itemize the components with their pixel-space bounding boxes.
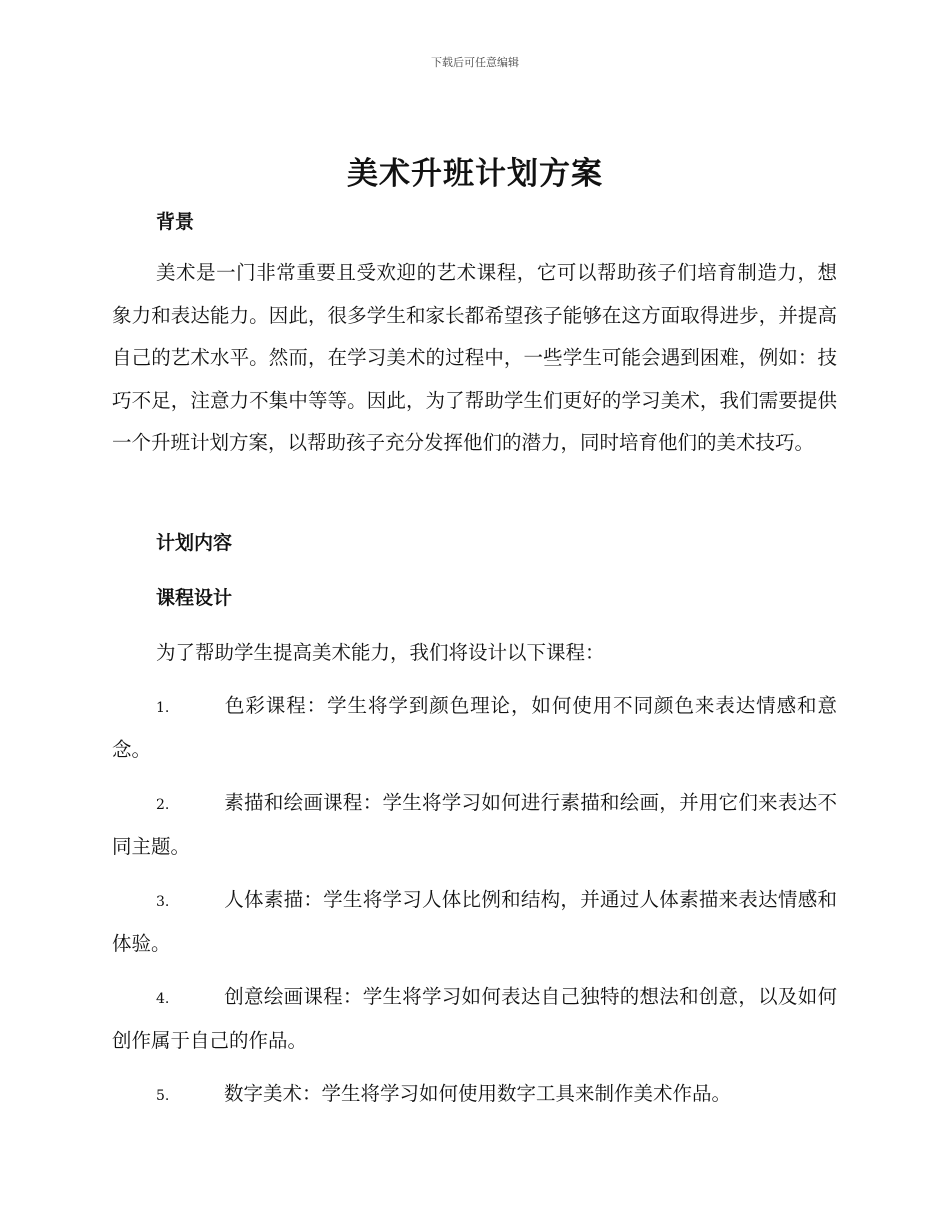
plan-heading: 计划内容 [156, 532, 233, 554]
list-item-text: 人体素描：学生将学习人体比例和结构，并通过人体素描来表达情感和体验。 [112, 888, 837, 955]
list-item [112, 782, 837, 868]
course-heading: 课程设计 [156, 587, 233, 609]
list-item-text: 色彩课程：学生将学到颜色理论，如何使用不同颜色来表达情感和意念。 [112, 694, 837, 761]
list-item-number: 2. [156, 797, 170, 813]
list-item-text: 素描和绘画课程：学生将学习如何进行素描和绘画，并用它们来表达不同主题。 [112, 791, 837, 858]
list-item-text: 数字美术：学生将学习如何使用数字工具来制作美术作品。 [224, 1082, 732, 1105]
list-item-number: 3. [156, 894, 170, 910]
list-item [112, 879, 837, 965]
list-item-number: 1. [156, 700, 170, 716]
document-title: 美术升班计划方案 [347, 156, 603, 192]
background-heading: 背景 [156, 211, 195, 233]
background-paragraph: 美术是一门非常重要且受欢迎的艺术课程，它可以帮助孩子们培育制造力，想象力和表达能力。因此，很多学生和家长都希望孩子能够在这方面取得进步，并提高自己的艺术水平。然而，在学习美术的过程中，一些学生可能会遇到困难，例如：技巧不足，注意力不集中等等。因此，为了帮助学生们更好的学习美术，我们需要提供一个升班计划方案，以帮助孩子充分发挥他们的潜力，同时培育他们的美术技巧。 [112, 261, 837, 454]
page-header-note: 下载后可任意编辑 [431, 56, 519, 69]
list-item [112, 976, 837, 1062]
list-item-number: 4. [156, 991, 170, 1007]
list-item-text: 创意绘画课程：学生将学习如何表达自己独特的想法和创意，以及如何创作属于自己的作品。 [112, 985, 837, 1052]
list-item-number: 5. [156, 1088, 170, 1104]
course-intro: 为了帮助学生提高美术能力，我们将设计以下课程： [156, 641, 605, 664]
list-item [112, 685, 837, 771]
list-item [112, 1073, 837, 1117]
